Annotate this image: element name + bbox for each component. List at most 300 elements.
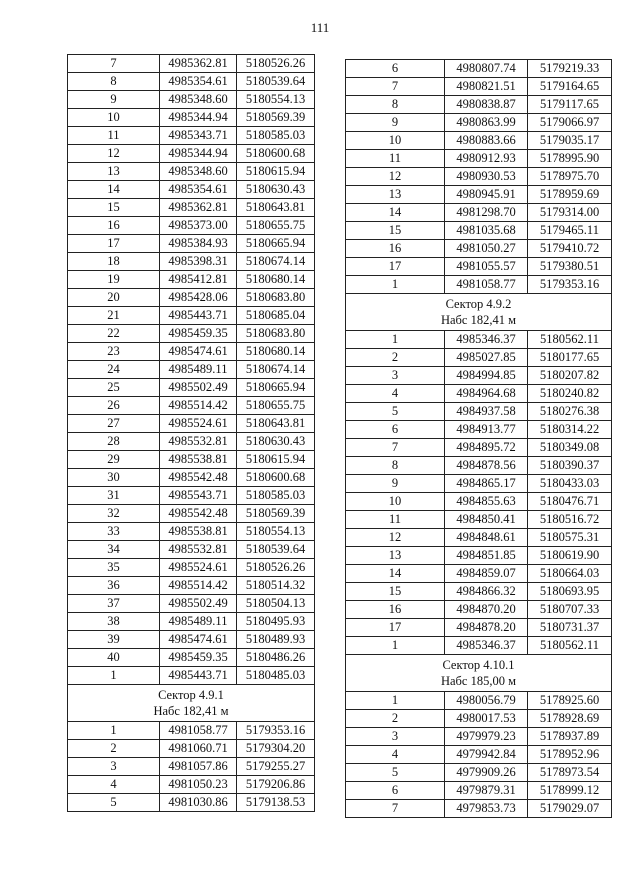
- table-row: [346, 403, 612, 421]
- coord-y: 5178975.70: [528, 168, 612, 186]
- point-number: 1: [68, 722, 160, 740]
- table-row: [68, 415, 315, 433]
- coord-x: 4981057.86: [160, 758, 237, 776]
- coord-x: 4985538.81: [160, 451, 237, 469]
- coord-x: 4981035.68: [445, 222, 528, 240]
- point-number: 35: [68, 559, 160, 577]
- point-number: 13: [346, 547, 445, 565]
- coord-y: 5179029.07: [528, 800, 612, 818]
- coord-y: 5179117.65: [528, 96, 612, 114]
- point-number: 25: [68, 379, 160, 397]
- table-row: [68, 181, 315, 199]
- coord-x: 4985542.48: [160, 505, 237, 523]
- table-row: [68, 127, 315, 145]
- coordinates-table-left: [67, 54, 315, 812]
- table-row: [346, 637, 612, 655]
- point-number: 15: [68, 199, 160, 217]
- point-number: 12: [346, 168, 445, 186]
- table-row: [68, 776, 315, 794]
- coord-x: 4985502.49: [160, 379, 237, 397]
- coord-x: 4980945.91: [445, 186, 528, 204]
- coord-x: 4981298.70: [445, 204, 528, 222]
- table-row: [68, 667, 315, 685]
- table-row: [346, 222, 612, 240]
- point-number: 39: [68, 631, 160, 649]
- coord-y: 5180683.80: [237, 289, 315, 307]
- point-number: 1: [346, 692, 445, 710]
- table-row: [68, 361, 315, 379]
- coord-x: 4981050.27: [445, 240, 528, 258]
- point-number: 14: [346, 204, 445, 222]
- coord-x: 4985412.81: [160, 271, 237, 289]
- coord-y: 5178952.96: [528, 746, 612, 764]
- coord-x: 4985524.61: [160, 559, 237, 577]
- point-number: 6: [346, 60, 445, 78]
- coord-x: 4985542.48: [160, 469, 237, 487]
- coord-x: 4984859.07: [445, 565, 528, 583]
- table-row: [68, 469, 315, 487]
- point-number: 22: [68, 325, 160, 343]
- point-number: 7: [68, 55, 160, 73]
- coord-y: 5180630.43: [237, 181, 315, 199]
- coord-x: 4985354.61: [160, 73, 237, 91]
- point-number: 11: [346, 511, 445, 529]
- coord-y: 5179066.97: [528, 114, 612, 132]
- point-number: 9: [68, 91, 160, 109]
- point-number: 16: [346, 601, 445, 619]
- coord-x: 4985459.35: [160, 325, 237, 343]
- table-row: [346, 782, 612, 800]
- coord-y: 5180314.22: [528, 421, 612, 439]
- sector-header: [68, 685, 315, 722]
- coord-x: 4985443.71: [160, 667, 237, 685]
- sector-title: Сектор 4.9.1: [158, 688, 224, 702]
- coord-x: 4985348.60: [160, 91, 237, 109]
- table-row: [346, 475, 612, 493]
- table-row: [68, 541, 315, 559]
- table-row: [346, 601, 612, 619]
- table-row: [68, 397, 315, 415]
- coord-x: 4984870.20: [445, 601, 528, 619]
- coord-y: 5180516.72: [528, 511, 612, 529]
- table-row: [68, 559, 315, 577]
- coord-y: 5178925.60: [528, 692, 612, 710]
- point-number: 15: [346, 222, 445, 240]
- coord-y: 5180562.11: [528, 331, 612, 349]
- table-row: [68, 595, 315, 613]
- coord-x: 4985474.61: [160, 631, 237, 649]
- coord-y: 5180680.14: [237, 343, 315, 361]
- coord-x: 4984851.85: [445, 547, 528, 565]
- point-number: 13: [68, 163, 160, 181]
- coord-y: 5180685.04: [237, 307, 315, 325]
- point-number: 10: [346, 132, 445, 150]
- point-number: 27: [68, 415, 160, 433]
- coord-x: 4985524.61: [160, 415, 237, 433]
- table-row: [68, 613, 315, 631]
- point-number: 8: [68, 73, 160, 91]
- point-number: 17: [346, 258, 445, 276]
- coord-y: 5180504.13: [237, 595, 315, 613]
- coord-x: 4980930.53: [445, 168, 528, 186]
- table-row: [346, 619, 612, 637]
- coord-x: 4979942.84: [445, 746, 528, 764]
- table-row: [346, 78, 612, 96]
- point-number: 4: [68, 776, 160, 794]
- coord-y: 5178959.69: [528, 186, 612, 204]
- coord-y: 5180693.95: [528, 583, 612, 601]
- coord-y: 5180240.82: [528, 385, 612, 403]
- coord-x: 4981050.23: [160, 776, 237, 794]
- table-row: [68, 433, 315, 451]
- sector-header: [346, 294, 612, 331]
- table-row: [346, 186, 612, 204]
- point-number: 16: [68, 217, 160, 235]
- table-row: [68, 235, 315, 253]
- coord-x: 4985384.93: [160, 235, 237, 253]
- coord-x: 4979979.23: [445, 728, 528, 746]
- coord-y: 5179380.51: [528, 258, 612, 276]
- point-number: 34: [68, 541, 160, 559]
- sector-height: Набс 182,41 м: [153, 704, 229, 718]
- coord-x: 4984865.17: [445, 475, 528, 493]
- table-row: [346, 150, 612, 168]
- point-number: 17: [346, 619, 445, 637]
- coord-y: 5179164.65: [528, 78, 612, 96]
- coord-x: 4984937.58: [445, 403, 528, 421]
- point-number: 1: [346, 276, 445, 294]
- coord-y: 5180683.80: [237, 325, 315, 343]
- coord-x: 4979853.73: [445, 800, 528, 818]
- coord-y: 5180615.94: [237, 163, 315, 181]
- coord-y: 5180177.65: [528, 349, 612, 367]
- table-row: [346, 800, 612, 818]
- coord-y: 5180615.94: [237, 451, 315, 469]
- coord-x: 4984878.56: [445, 457, 528, 475]
- sector-header-row: [346, 294, 612, 331]
- point-number: 4: [346, 746, 445, 764]
- point-number: 11: [346, 150, 445, 168]
- point-number: 18: [68, 253, 160, 271]
- table-row: [68, 649, 315, 667]
- coord-y: 5180643.81: [237, 415, 315, 433]
- table-row: [68, 307, 315, 325]
- sector-header: [346, 655, 612, 692]
- coord-x: 4984913.77: [445, 421, 528, 439]
- coord-x: 4979879.31: [445, 782, 528, 800]
- coord-y: 5180569.39: [237, 505, 315, 523]
- coord-y: 5180655.75: [237, 397, 315, 415]
- coord-y: 5180526.26: [237, 55, 315, 73]
- point-number: 24: [68, 361, 160, 379]
- point-number: 2: [346, 710, 445, 728]
- point-number: 23: [68, 343, 160, 361]
- coord-y: 5178999.12: [528, 782, 612, 800]
- coord-x: 4981030.86: [160, 794, 237, 812]
- coord-y: 5180562.11: [528, 637, 612, 655]
- point-number: 16: [346, 240, 445, 258]
- coord-x: 4984848.61: [445, 529, 528, 547]
- coord-x: 4984895.72: [445, 439, 528, 457]
- table-row: [346, 764, 612, 782]
- coord-x: 4985373.00: [160, 217, 237, 235]
- coord-x: 4985474.61: [160, 343, 237, 361]
- table-row: [68, 73, 315, 91]
- coord-y: 5180600.68: [237, 145, 315, 163]
- coord-y: 5180476.71: [528, 493, 612, 511]
- point-number: 5: [346, 403, 445, 421]
- point-number: 40: [68, 649, 160, 667]
- coord-y: 5179410.72: [528, 240, 612, 258]
- table-row: [68, 740, 315, 758]
- coord-y: 5180575.31: [528, 529, 612, 547]
- coord-x: 4984994.85: [445, 367, 528, 385]
- coord-y: 5178973.54: [528, 764, 612, 782]
- table-row: [346, 529, 612, 547]
- point-number: 14: [68, 181, 160, 199]
- point-number: 1: [346, 331, 445, 349]
- coord-y: 5178995.90: [528, 150, 612, 168]
- table-row: [346, 367, 612, 385]
- coord-y: 5180514.32: [237, 577, 315, 595]
- point-number: 8: [346, 457, 445, 475]
- table-row: [68, 523, 315, 541]
- coord-y: 5180554.13: [237, 523, 315, 541]
- coord-x: 4980807.74: [445, 60, 528, 78]
- coord-y: 5180665.94: [237, 379, 315, 397]
- coord-y: 5180276.38: [528, 403, 612, 421]
- table-row: [68, 325, 315, 343]
- coord-y: 5179035.17: [528, 132, 612, 150]
- coord-x: 4985459.35: [160, 649, 237, 667]
- point-number: 2: [346, 349, 445, 367]
- point-number: 8: [346, 96, 445, 114]
- coord-y: 5180390.37: [528, 457, 612, 475]
- coord-x: 4985428.06: [160, 289, 237, 307]
- point-number: 29: [68, 451, 160, 469]
- table-row: [346, 439, 612, 457]
- coord-x: 4984964.68: [445, 385, 528, 403]
- table-row: [68, 91, 315, 109]
- point-number: 14: [346, 565, 445, 583]
- point-number: 2: [68, 740, 160, 758]
- point-number: 6: [346, 421, 445, 439]
- coord-y: 5180585.03: [237, 127, 315, 145]
- table-row: [346, 565, 612, 583]
- table-row: [68, 109, 315, 127]
- table-row: [346, 204, 612, 222]
- table-row: [68, 343, 315, 361]
- coord-y: 5180643.81: [237, 199, 315, 217]
- point-number: 10: [68, 109, 160, 127]
- coord-y: 5180485.03: [237, 667, 315, 685]
- coord-x: 4985398.31: [160, 253, 237, 271]
- coord-y: 5180207.82: [528, 367, 612, 385]
- table-row: [346, 349, 612, 367]
- coord-y: 5180619.90: [528, 547, 612, 565]
- coord-x: 4985362.81: [160, 199, 237, 217]
- table-row: [346, 168, 612, 186]
- sector-header-row: [346, 655, 612, 692]
- coord-y: 5180630.43: [237, 433, 315, 451]
- coord-y: 5180680.14: [237, 271, 315, 289]
- coord-y: 5179255.27: [237, 758, 315, 776]
- coord-y: 5180539.64: [237, 541, 315, 559]
- coord-x: 4980863.99: [445, 114, 528, 132]
- point-number: 30: [68, 469, 160, 487]
- point-number: 26: [68, 397, 160, 415]
- table-row: [346, 421, 612, 439]
- point-number: 3: [68, 758, 160, 776]
- coord-y: 5179353.16: [237, 722, 315, 740]
- page-number: 111: [310, 20, 330, 35]
- coord-x: 4985532.81: [160, 433, 237, 451]
- point-number: 19: [68, 271, 160, 289]
- coord-x: 4985489.11: [160, 613, 237, 631]
- sector-title: Сектор 4.9.2: [445, 297, 512, 311]
- table-row: [346, 240, 612, 258]
- sector-header-row: [68, 685, 315, 722]
- coord-x: 4985532.81: [160, 541, 237, 559]
- table-row: [68, 794, 315, 812]
- coord-y: 5180674.14: [237, 361, 315, 379]
- point-number: 37: [68, 595, 160, 613]
- coord-y: 5180664.03: [528, 565, 612, 583]
- point-number: 20: [68, 289, 160, 307]
- coord-y: 5180433.03: [528, 475, 612, 493]
- coord-x: 4980056.79: [445, 692, 528, 710]
- coord-y: 5179219.33: [528, 60, 612, 78]
- table-row: [68, 199, 315, 217]
- point-number: 10: [346, 493, 445, 511]
- table-row: [346, 728, 612, 746]
- table-row: [346, 132, 612, 150]
- point-number: 11: [68, 127, 160, 145]
- point-number: 5: [346, 764, 445, 782]
- point-number: 5: [68, 794, 160, 812]
- coord-y: 5180489.93: [237, 631, 315, 649]
- coord-x: 4980821.51: [445, 78, 528, 96]
- coord-x: 4985343.71: [160, 127, 237, 145]
- coord-y: 5179206.86: [237, 776, 315, 794]
- point-number: 3: [346, 728, 445, 746]
- table-row: [346, 276, 612, 294]
- point-number: 12: [346, 529, 445, 547]
- coord-x: 4985514.42: [160, 397, 237, 415]
- point-number: 32: [68, 505, 160, 523]
- table-row: [68, 451, 315, 469]
- table-row: [346, 60, 612, 78]
- table-row: [68, 722, 315, 740]
- point-number: 17: [68, 235, 160, 253]
- table-row: [346, 258, 612, 276]
- table-row: [68, 217, 315, 235]
- coord-y: 5180486.26: [237, 649, 315, 667]
- coord-y: 5180707.33: [528, 601, 612, 619]
- coord-x: 4985344.94: [160, 109, 237, 127]
- coord-y: 5179314.00: [528, 204, 612, 222]
- table-row: [346, 692, 612, 710]
- table-row: [68, 145, 315, 163]
- coord-x: 4985538.81: [160, 523, 237, 541]
- coord-x: 4984878.20: [445, 619, 528, 637]
- coord-y: 5180731.37: [528, 619, 612, 637]
- point-number: 31: [68, 487, 160, 505]
- point-number: 33: [68, 523, 160, 541]
- point-number: 12: [68, 145, 160, 163]
- point-number: 36: [68, 577, 160, 595]
- table-row: [346, 114, 612, 132]
- coord-x: 4980017.53: [445, 710, 528, 728]
- coord-x: 4985543.71: [160, 487, 237, 505]
- coord-y: 5180349.08: [528, 439, 612, 457]
- coord-x: 4985354.61: [160, 181, 237, 199]
- coord-x: 4985344.94: [160, 145, 237, 163]
- table-row: [68, 379, 315, 397]
- coord-x: 4985362.81: [160, 55, 237, 73]
- coord-y: 5179138.53: [237, 794, 315, 812]
- point-number: 7: [346, 78, 445, 96]
- coord-y: 5179353.16: [528, 276, 612, 294]
- table-row: [68, 163, 315, 181]
- coord-x: 4980912.93: [445, 150, 528, 168]
- point-number: 15: [346, 583, 445, 601]
- table-row: [68, 631, 315, 649]
- point-number: 7: [346, 439, 445, 457]
- table-row: [346, 493, 612, 511]
- point-number: 6: [346, 782, 445, 800]
- coord-x: 4981055.57: [445, 258, 528, 276]
- coord-y: 5180665.94: [237, 235, 315, 253]
- table-row: [346, 331, 612, 349]
- point-number: 7: [346, 800, 445, 818]
- coord-y: 5180526.26: [237, 559, 315, 577]
- coord-x: 4985443.71: [160, 307, 237, 325]
- coord-y: 5179304.20: [237, 740, 315, 758]
- coord-x: 4985489.11: [160, 361, 237, 379]
- table-row: [346, 511, 612, 529]
- point-number: 1: [346, 637, 445, 655]
- coord-y: 5178937.89: [528, 728, 612, 746]
- coord-x: 4985027.85: [445, 349, 528, 367]
- coord-x: 4980838.87: [445, 96, 528, 114]
- coord-x: 4981058.77: [160, 722, 237, 740]
- coord-y: 5178928.69: [528, 710, 612, 728]
- coord-x: 4981058.77: [445, 276, 528, 294]
- coord-y: 5180655.75: [237, 217, 315, 235]
- coord-x: 4979909.26: [445, 764, 528, 782]
- coord-y: 5180674.14: [237, 253, 315, 271]
- coord-x: 4980883.66: [445, 132, 528, 150]
- point-number: 21: [68, 307, 160, 325]
- sector-title: Сектор 4.10.1: [442, 658, 515, 672]
- point-number: 1: [68, 667, 160, 685]
- point-number: 9: [346, 114, 445, 132]
- coord-y: 5180569.39: [237, 109, 315, 127]
- coord-x: 4985514.42: [160, 577, 237, 595]
- point-number: 9: [346, 475, 445, 493]
- point-number: 4: [346, 385, 445, 403]
- point-number: 3: [346, 367, 445, 385]
- table-row: [68, 289, 315, 307]
- point-number: 38: [68, 613, 160, 631]
- coordinates-table-right: [345, 59, 612, 818]
- table-row: [68, 487, 315, 505]
- coord-y: 5180600.68: [237, 469, 315, 487]
- coord-x: 4984866.32: [445, 583, 528, 601]
- table-row: [68, 253, 315, 271]
- point-number: 13: [346, 186, 445, 204]
